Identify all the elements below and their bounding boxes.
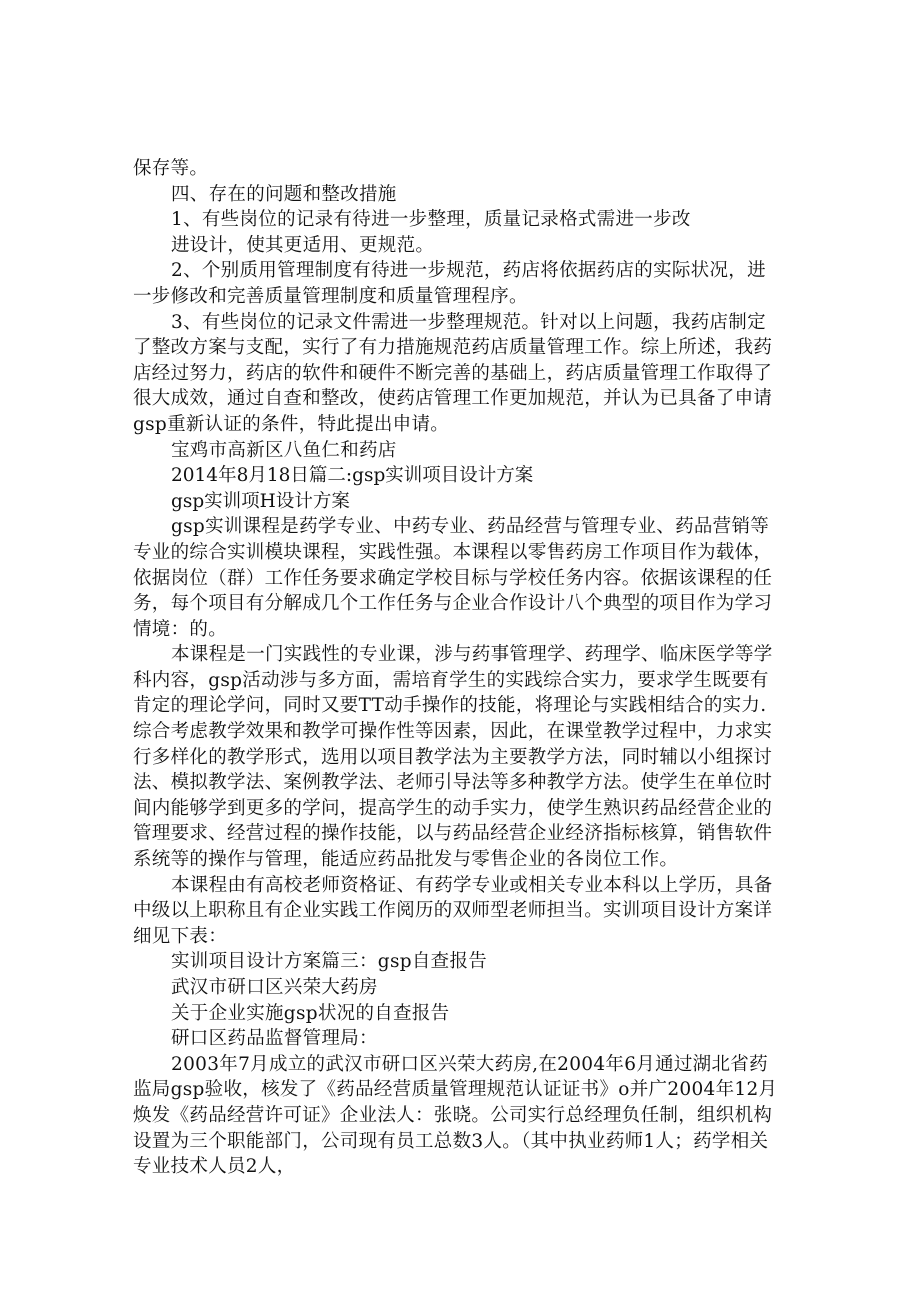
text-line: 1、有些岗位的记录有待进一步整理，质量记录格式需进一步改 (171, 209, 691, 231)
date-title-line: 2014年8月18日篇二:gsp实训项目设计方案 (171, 465, 534, 487)
paragraph: 3、有些岗位的记录文件需进一步整理规范。针对以上问题，我药店制定了整改方案与支配，实行了有力措施规范药店质量管理工作。综上所述，我药店经过努力，药店的软件和硬件不断完善的基础上，药店质量管理工作取得了很大成效，通过自查和整改，使药店管理工作更加规范，并认为已具备了申请gsp重新认证的条件，特此提出申请。 (133, 311, 773, 435)
paragraph: 2、个别质用管理制度有待进一步规范，药店将依据药店的实际状况，进一步修改和完善质量管理制度和质量管理程序。 (133, 260, 766, 307)
paragraph: gsp实训课程是药学专业、中药专业、药品经营与管理专业、药品营销等专业的综合实训模块课程，实践性强。本课程以零售药房工作项目作为载体，依据岗位（群）工作任务要求确定学校目标与学校任务内容。依据该课程的任务，每个项目有分解成几个工作任务与企业合作设计八个典型的项目作为学习情境：的。 (133, 516, 773, 640)
paragraph: 本课程是一门实践性的专业课，涉与药事管理学、药理学、临床医学等学科内容，gsp活动涉与多方面，需培育学生的实践综合实力，要求学生既要有肯定的理论学问，同时又要TT动手操作的技能，将理论与实践相结合的实力.综合考虑教学效果和教学可操作性等因素，因此，在课堂教学过程中，力求实行多样化的教学形式，选用以项目教学法为主要教学方法，同时辅以小组探讨法、模拟教学法、案例教学法、老师引导法等多种教学方法。使学生在单位时间内能够学到更多的学问，提高学生的动手实力，使学生熟识药品经营企业的管理要求、经营过程的操作技能，以与药品经营企业经济指标核算，销售软件系统等的操作与管理，能适应药品批发与零售企业的各岗位工作。 (133, 644, 773, 871)
org-name-line: 武汉市研口区兴荣大药房 (171, 977, 378, 998)
report-title-line: 关于企业实施gsp状况的自查报告 (171, 1002, 450, 1024)
text-line: 进设计，使其更适用、更规范。 (171, 234, 435, 256)
title-line: 实训项目设计方案篇三：gsp自查报告 (171, 951, 488, 973)
paragraph: 2003年7月成立的武汉市研口区兴荣大药房,在2004年6月通过湖北省药监局gsp验收，核发了《药品经营质量管理规范认证证书》o并广2004年12月焕发《药品经营许可证》企业法人：张晓。公司实行总经理负任制，组织机构设置为三个职能部门，公司现有员工总数3人。（其中执业药师1人；药学相关专业技术人员2人， (133, 1053, 778, 1178)
title-line: gsp实训项H设计方案 (171, 490, 350, 512)
addressee-line: 研口区药品监督管理局： (171, 1028, 378, 1050)
document-body (133, 156, 783, 1180)
text-line: 保存等。 (133, 158, 209, 179)
paragraph: 本课程由有高校老师资格证、有药学专业或相关专业本科以上学历，具备中级以上职称且有企业实践工作阅历的双师型老师担当。实训项目设计方案详细见下表： (133, 874, 773, 947)
section-heading: 四、存在的问题和整改措施 (171, 183, 397, 205)
signature-line: 宝鸡市高新区八鱼仁和药店 (171, 439, 397, 461)
